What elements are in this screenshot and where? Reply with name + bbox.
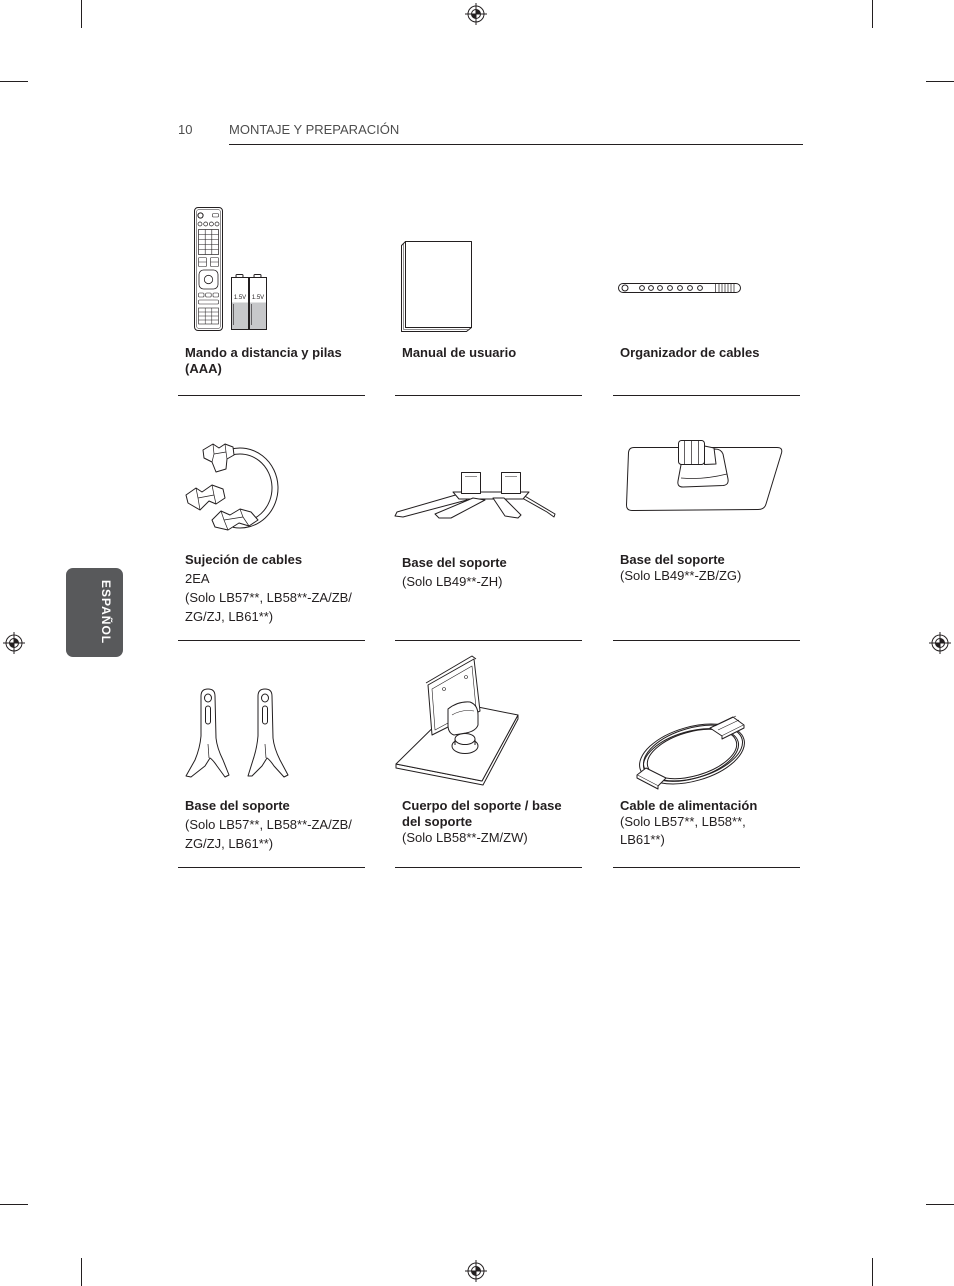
crop-mark-bottom-right-horizontal xyxy=(926,1204,954,1205)
crop-mark-top-left-vertical xyxy=(81,0,82,28)
crop-mark-bottom-left-vertical xyxy=(81,1258,82,1286)
page-number: 10 xyxy=(178,122,193,137)
registration-mark-top xyxy=(464,2,488,26)
language-tab xyxy=(66,568,123,657)
row-divider xyxy=(395,640,582,641)
item-label-stand-body-base xyxy=(402,798,587,846)
crop-mark-top-right-vertical xyxy=(872,0,873,28)
item-detail: (Solo LB57**, LB58**-ZA/ZB/ xyxy=(185,817,352,832)
item-label-stand-feet xyxy=(185,798,370,853)
item-title: Base del soporte xyxy=(402,555,507,570)
row-divider xyxy=(613,640,800,641)
cable-organizer-illustration xyxy=(615,279,745,296)
battery-right xyxy=(250,275,267,330)
stand-base-zh-illustration xyxy=(393,468,557,524)
item-detail: 2EA xyxy=(185,571,210,586)
row-divider xyxy=(395,867,582,868)
battery-left xyxy=(232,275,249,330)
user-manual-illustration xyxy=(398,238,476,335)
crop-mark-top-right-horizontal xyxy=(926,81,954,82)
item-title: Manual de usuario xyxy=(402,345,517,360)
row-divider xyxy=(395,395,582,396)
item-label-manual xyxy=(402,345,587,361)
item-detail: (Solo LB58**-ZM/ZW) xyxy=(402,830,528,845)
header-rule xyxy=(229,144,803,145)
remote-and-batteries-illustration xyxy=(190,205,270,333)
battery-voltage-label: 1.5V xyxy=(233,295,247,301)
stand-feet-illustration xyxy=(183,686,293,782)
item-detail: (Solo LB49**-ZB/ZG) xyxy=(620,568,742,583)
item-label-cable-organizer xyxy=(620,345,805,361)
battery-voltage-label: 1.5V xyxy=(251,295,265,301)
power-cable-illustration xyxy=(632,712,754,794)
item-details xyxy=(185,568,370,626)
item-detail: (Solo LB49**-ZH) xyxy=(402,574,503,589)
item-label-stand-base-zh xyxy=(402,555,587,591)
item-label-stand-base-zb-zg xyxy=(620,552,805,584)
item-details xyxy=(185,814,370,853)
item-title: (AAA) xyxy=(185,361,222,376)
registration-mark-right xyxy=(928,631,952,655)
item-title: Cuerpo del soporte / base xyxy=(402,798,562,813)
item-title: Base del soporte xyxy=(185,798,290,813)
item-title: Base del soporte xyxy=(620,552,725,567)
registration-mark-bottom xyxy=(464,1259,488,1283)
item-detail: (Solo LB57**, LB58**, xyxy=(620,814,746,829)
stand-foot-left xyxy=(186,689,229,777)
item-title: del soporte xyxy=(402,814,473,829)
row-divider xyxy=(178,640,365,641)
item-title: Cable de alimentación xyxy=(620,798,758,813)
item-label-cable-holder xyxy=(185,552,370,626)
row-divider xyxy=(178,867,365,868)
cable-holder-illustration xyxy=(183,440,283,535)
item-details xyxy=(620,814,805,849)
item-details xyxy=(620,568,805,584)
item-details xyxy=(402,571,587,591)
item-detail: ZG/ZJ, LB61**) xyxy=(185,836,274,851)
section-title: MONTAJE Y PREPARACIÓN xyxy=(229,122,400,137)
crop-mark-bottom-right-vertical xyxy=(872,1258,873,1286)
remote-control xyxy=(195,208,223,331)
row-divider xyxy=(613,395,800,396)
row-divider xyxy=(613,867,800,868)
row-divider xyxy=(178,395,365,396)
language-tab-label: ESPAÑOL xyxy=(99,580,113,645)
item-detail: LB61**) xyxy=(620,832,665,847)
crop-mark-top-left-horizontal xyxy=(0,81,28,82)
crop-mark-bottom-left-horizontal xyxy=(0,1204,28,1205)
stand-base-zb-zg-illustration xyxy=(620,436,788,516)
item-detail: (Solo LB57**, LB58**-ZA/ZB/ xyxy=(185,590,352,605)
registration-mark-left xyxy=(2,631,26,655)
stand-foot-right xyxy=(248,689,288,777)
appliance-connector xyxy=(637,768,666,789)
item-details xyxy=(402,830,587,846)
stand-body-and-base-illustration xyxy=(392,653,524,789)
item-title: Organizador de cables xyxy=(620,345,760,360)
item-title: Mando a distancia y pilas xyxy=(185,345,342,360)
power-plug xyxy=(710,716,744,739)
item-detail: ZG/ZJ, LB61**) xyxy=(185,609,274,624)
item-title: Sujeción de cables xyxy=(185,552,303,567)
item-label-remote xyxy=(185,345,370,377)
item-label-power-cable xyxy=(620,798,805,849)
